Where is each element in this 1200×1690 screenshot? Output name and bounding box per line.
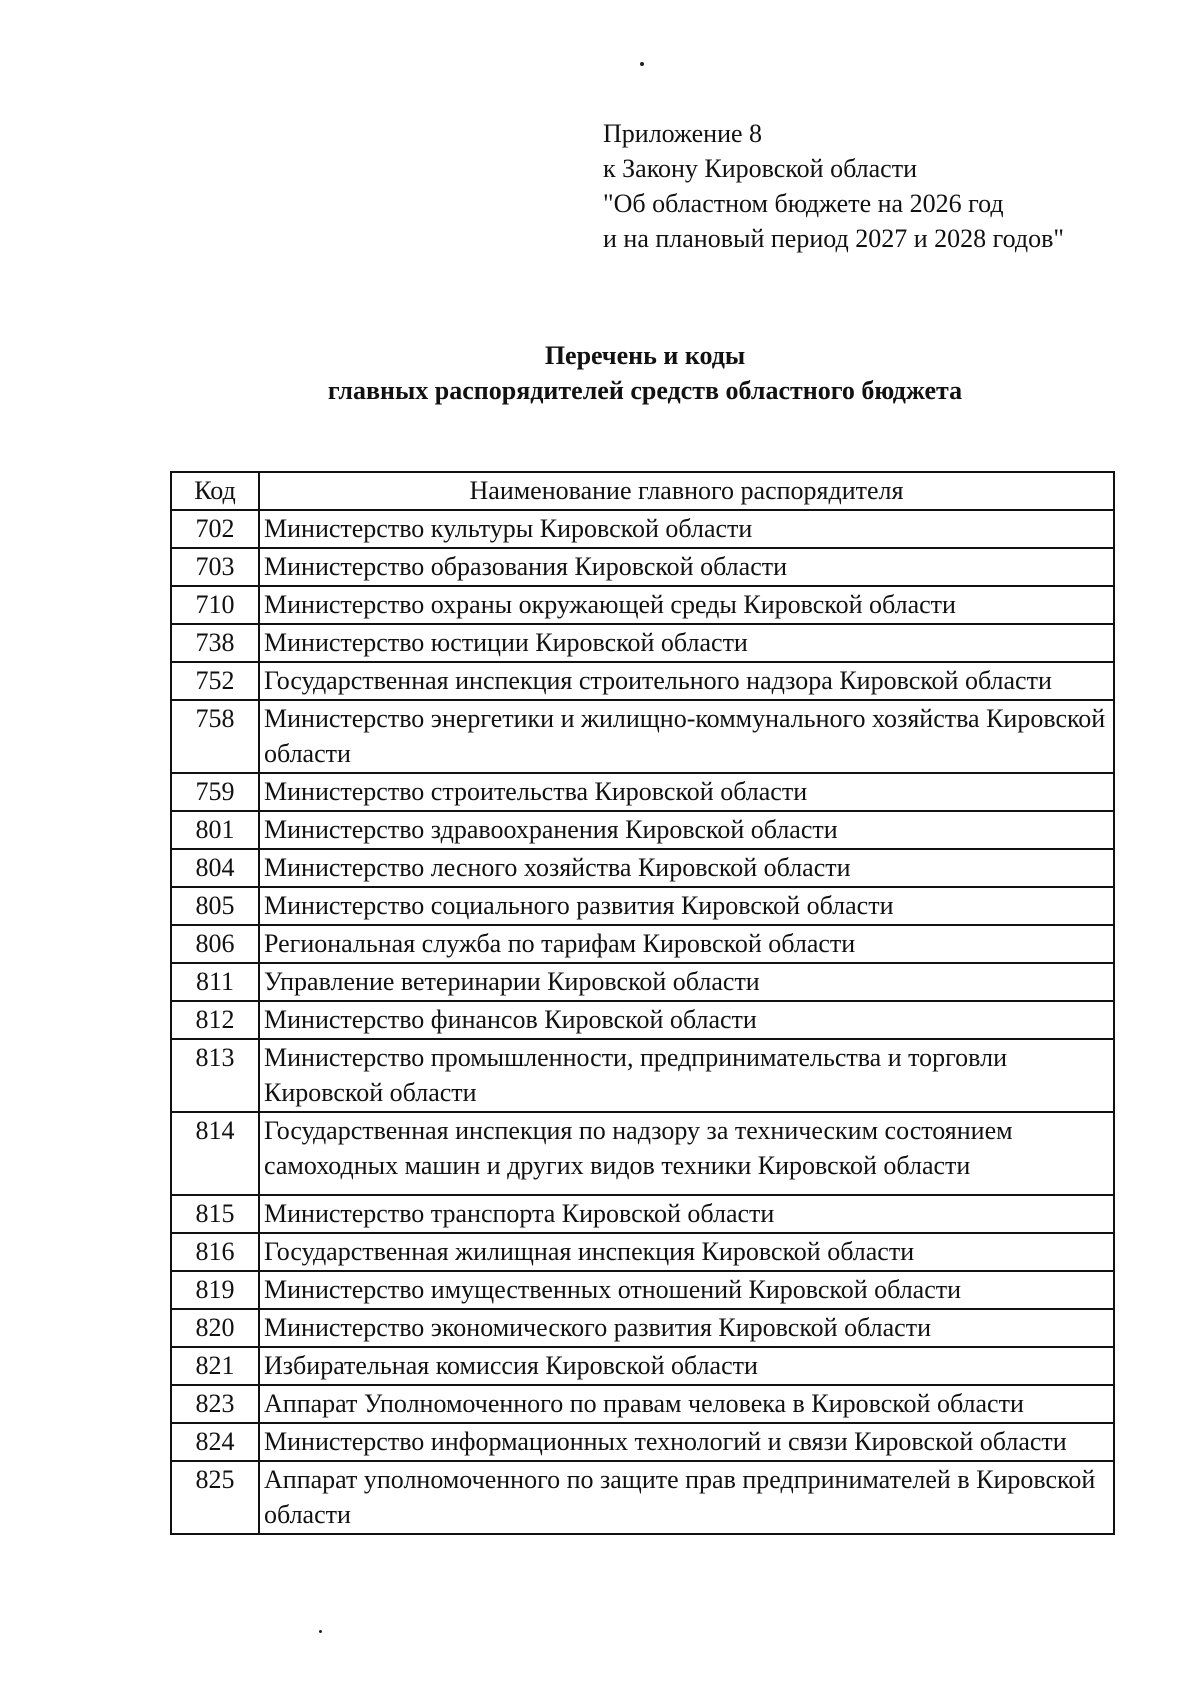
row-code: 738 — [171, 624, 259, 662]
table-row — [171, 1347, 1114, 1385]
table-row — [171, 1195, 1114, 1233]
table-row — [171, 624, 1114, 662]
row-name: Государственная инспекция по надзору за техническим состоянием самоходных машин и других видов техники Кировской области — [259, 1112, 1114, 1195]
table-row — [171, 510, 1114, 548]
row-name: Министерство имущественных отношений Кировской области — [259, 1271, 1114, 1309]
appendix-line: Приложение 8 — [603, 119, 763, 148]
row-code: 801 — [171, 811, 259, 849]
appendix-line: "Об областном бюджете на 2026 год — [603, 189, 1004, 218]
row-name: Министерство промышленности, предпринимательства и торговли Кировской области — [259, 1039, 1114, 1112]
row-code: 758 — [171, 700, 259, 773]
row-name: Министерство здравоохранения Кировской области — [259, 811, 1114, 849]
row-code: 823 — [171, 1385, 259, 1423]
row-name: Управление ветеринарии Кировской области — [259, 963, 1114, 1001]
row-code: 821 — [171, 1347, 259, 1385]
row-name: Министерство лесного хозяйства Кировской области — [259, 849, 1114, 887]
table-row — [171, 887, 1114, 925]
row-code: 815 — [171, 1195, 259, 1233]
table-row — [171, 963, 1114, 1001]
row-name: Региональная служба по тарифам Кировской области — [259, 925, 1114, 963]
row-name: Министерство транспорта Кировской области — [259, 1195, 1114, 1233]
row-code: 825 — [171, 1461, 259, 1534]
table-row — [171, 1461, 1114, 1534]
table-row — [171, 925, 1114, 963]
table-row — [171, 1385, 1114, 1423]
document-title — [0, 338, 1200, 408]
row-code: 824 — [171, 1423, 259, 1461]
row-name: Аппарат уполномоченного по защите прав предпринимателей в Кировской области — [259, 1461, 1114, 1534]
table-row — [171, 662, 1114, 700]
row-name: Министерство охраны окружающей среды Кировской области — [259, 586, 1114, 624]
row-code: 805 — [171, 887, 259, 925]
row-name: Государственная жилищная инспекция Кировской области — [259, 1233, 1114, 1271]
table-row — [171, 548, 1114, 586]
row-name: Министерство энергетики и жилищно-коммунального хозяйства Кировской области — [259, 700, 1114, 773]
codes-table — [170, 471, 1115, 1535]
row-name: Министерство строительства Кировской области — [259, 773, 1114, 811]
row-name: Министерство культуры Кировской области — [259, 510, 1114, 548]
row-code: 703 — [171, 548, 259, 586]
row-name: Аппарат Уполномоченного по правам человека в Кировской области — [259, 1385, 1114, 1423]
row-code: 814 — [171, 1112, 259, 1195]
row-code: 752 — [171, 662, 259, 700]
table-row — [171, 586, 1114, 624]
row-code: 702 — [171, 510, 259, 548]
table-row — [171, 849, 1114, 887]
row-name: Избирательная комиссия Кировской области — [259, 1347, 1114, 1385]
scan-speck — [319, 1630, 322, 1633]
table-row — [171, 1271, 1114, 1309]
table-row — [171, 1233, 1114, 1271]
scan-speck — [640, 62, 644, 66]
table-row — [171, 1039, 1114, 1112]
table-header-row — [171, 472, 1114, 510]
table-row — [171, 1001, 1114, 1039]
row-name: Министерство социального развития Кировской области — [259, 887, 1114, 925]
row-code: 819 — [171, 1271, 259, 1309]
header-name: Наименование главного распорядителя — [259, 472, 1114, 510]
table-row — [171, 1309, 1114, 1347]
table-row — [171, 700, 1114, 773]
title-line-1: Перечень и коды — [544, 341, 746, 370]
row-code: 804 — [171, 849, 259, 887]
row-name: Министерство финансов Кировской области — [259, 1001, 1114, 1039]
appendix-header — [603, 116, 1064, 256]
row-code: 710 — [171, 586, 259, 624]
row-name: Государственная инспекция строительного надзора Кировской области — [259, 662, 1114, 700]
table-row — [171, 811, 1114, 849]
row-code: 820 — [171, 1309, 259, 1347]
appendix-line: и на плановый период 2027 и 2028 годов" — [603, 224, 1065, 253]
row-name: Министерство экономического развития Кировской области — [259, 1309, 1114, 1347]
row-name: Министерство юстиции Кировской области — [259, 624, 1114, 662]
row-name: Министерство информационных технологий и связи Кировской области — [259, 1423, 1114, 1461]
row-code: 806 — [171, 925, 259, 963]
table-row — [171, 1112, 1114, 1195]
table-row — [171, 773, 1114, 811]
row-code: 816 — [171, 1233, 259, 1271]
row-name: Министерство образования Кировской области — [259, 548, 1114, 586]
table-row — [171, 1423, 1114, 1461]
row-code: 813 — [171, 1039, 259, 1112]
row-code: 812 — [171, 1001, 259, 1039]
row-code: 811 — [171, 963, 259, 1001]
appendix-line: к Закону Кировской области — [603, 154, 917, 183]
row-code: 759 — [171, 773, 259, 811]
title-line-2: главных распорядителей средств областного бюджета — [327, 376, 963, 405]
header-code: Код — [171, 472, 259, 510]
